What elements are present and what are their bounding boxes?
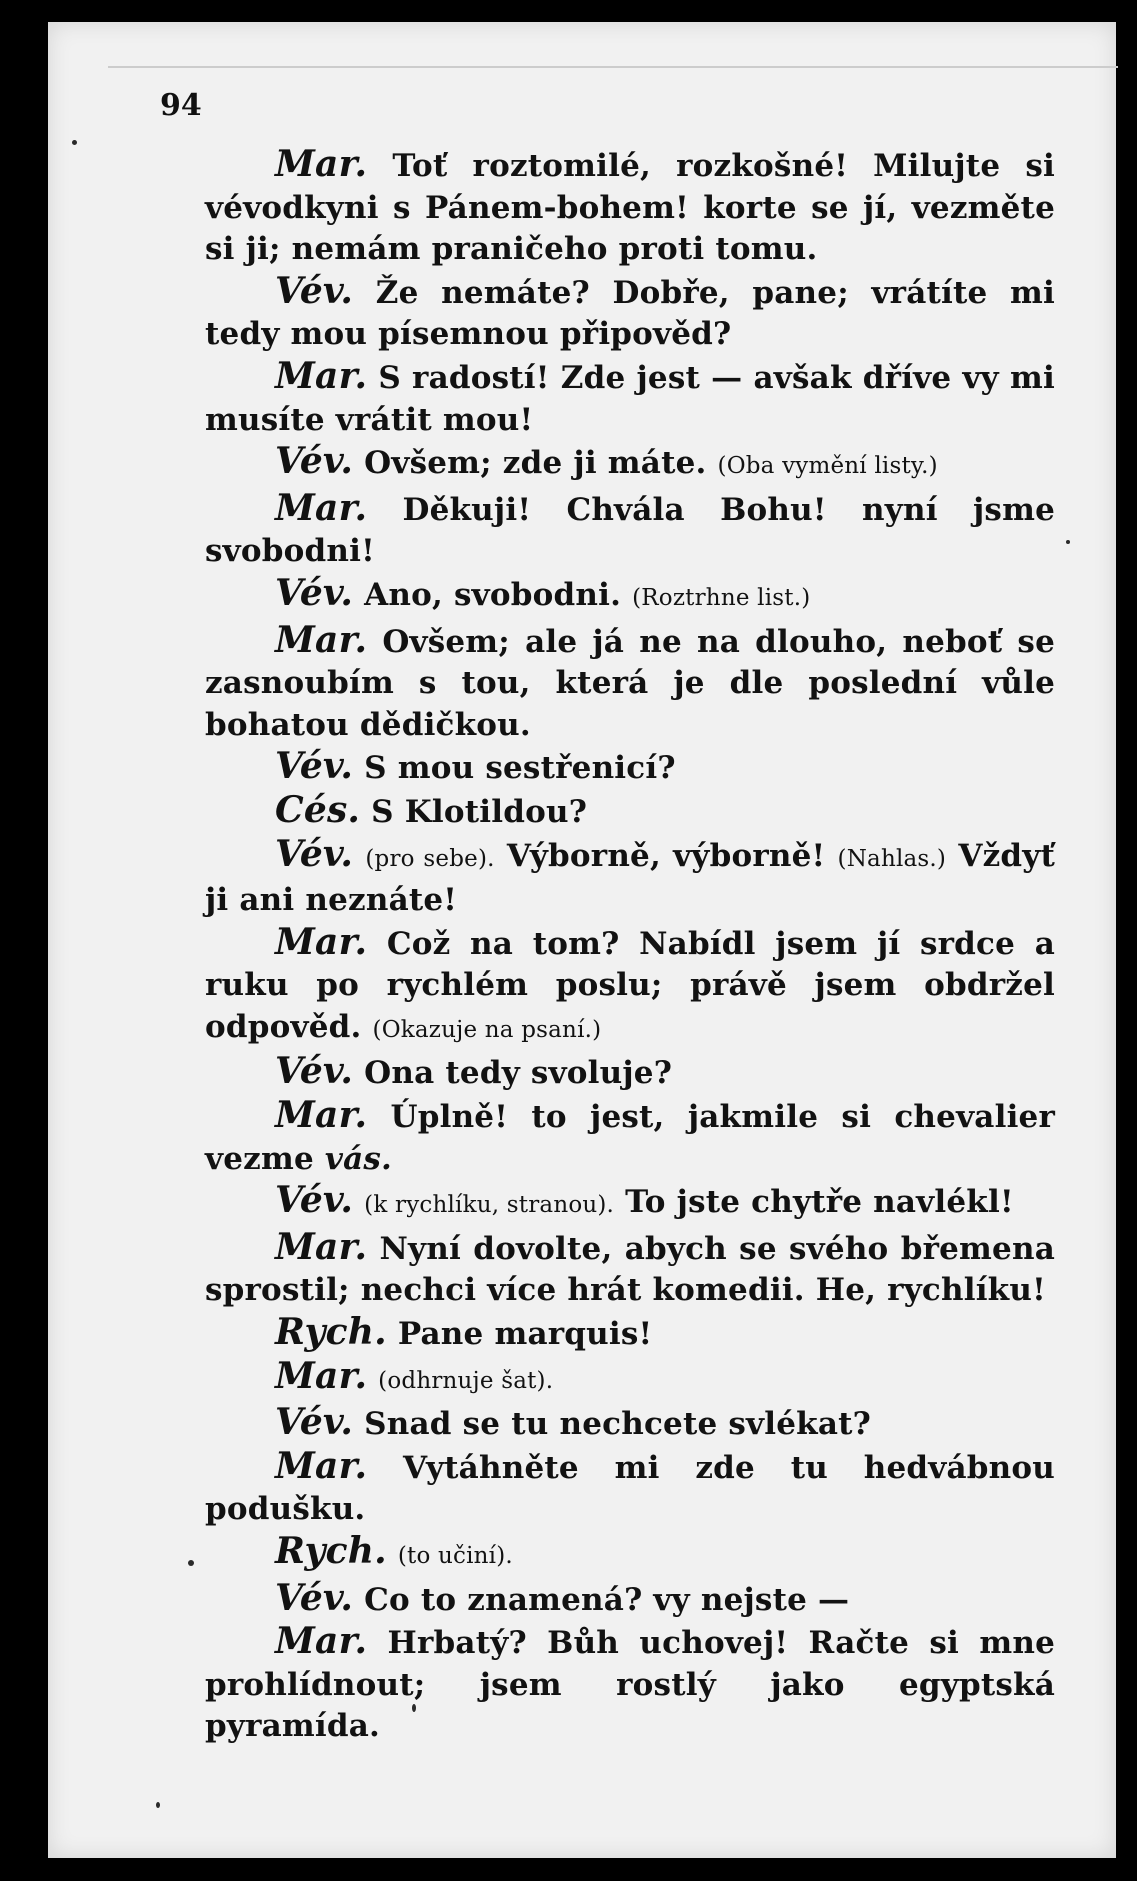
stage-direction: (odhrnuje šat). xyxy=(378,1367,554,1394)
speech: Ona tedy svoluje? xyxy=(364,1055,673,1092)
dialogue-line xyxy=(205,1312,1055,1356)
dialogue-line xyxy=(205,1578,1055,1622)
speaker-name: Mar. xyxy=(275,1444,368,1487)
speech: Snad se tu nechcete svlékat? xyxy=(364,1406,871,1443)
print-speck xyxy=(188,1560,194,1566)
dialogue-line xyxy=(205,1356,1055,1403)
dialogue-line xyxy=(205,1095,1055,1180)
speech: Děkuji! Chvála Bohu! nyní jsme svobodni! xyxy=(205,491,1055,570)
speech: S Klotildou? xyxy=(371,793,588,830)
stage-direction: (Nahlas.) xyxy=(837,845,947,872)
speech: Což na tom? Nabídl jsem jí srdce a ruku po rychlém poslu; právě jsem obdržel odpověd. xyxy=(205,925,1055,1045)
speech: Vytáhněte mi zde tu hedvábnou podušku. xyxy=(205,1449,1055,1528)
dialogue-line xyxy=(205,746,1055,790)
dialogue-line xyxy=(205,1621,1055,1748)
speaker-name: Mar. xyxy=(275,920,368,963)
dialogue-line xyxy=(205,834,1055,922)
print-speck xyxy=(156,1802,160,1808)
speech: Ovšem; ale já ne na dlouho, neboť se zasnoubím s tou, která je dle poslední vůle bohatou dědičkou. xyxy=(205,623,1056,743)
speech: Vždyť ji ani neznáte! xyxy=(205,837,1055,919)
speaker-name: Rych. xyxy=(275,1311,387,1354)
speaker-name: Vév. xyxy=(275,1401,354,1444)
dialogue-line xyxy=(205,1051,1055,1095)
speaker-name: Vév. xyxy=(275,1179,354,1222)
speech: S radostí! Zde jest — avšak dříve vy mi musíte vrátit mou! xyxy=(205,359,1055,438)
speaker-name: Vév. xyxy=(275,1050,354,1093)
speaker-name: Cés. xyxy=(275,788,361,831)
dialogue-line xyxy=(205,620,1055,747)
dialogue-line xyxy=(205,1531,1055,1578)
page-edge-line xyxy=(108,66,1118,68)
speaker-name: Mar. xyxy=(275,486,368,529)
stage-direction: (k rychlíku, stranou). xyxy=(364,1192,615,1219)
speech: Toť roztomilé, rozkošné! Milujte si vévodkyni s Pánem-bohem! korte se jí, vezměte si ji; nemám praničeho proti tomu. xyxy=(205,148,1055,268)
speech: Nyní dovolte, abych se svého břemena sprostil; nechci více hrát komedii. He, rychlíku! xyxy=(205,1230,1055,1309)
dialogue-line xyxy=(205,356,1055,441)
speech: Hrbatý? Bůh uchovej! Račte si mne prohlídnout; jsem rostlý jako egyptská pyramída. xyxy=(205,1625,1055,1745)
speaker-name: Vév. xyxy=(275,1576,354,1619)
stage-direction: (Roztrhne list.) xyxy=(632,584,811,611)
stage-direction: (to učiní). xyxy=(397,1543,513,1569)
play-text xyxy=(205,144,1055,1748)
speaker-name: Mar. xyxy=(275,1354,368,1397)
dialogue-line xyxy=(205,573,1055,620)
speaker-name: Mar. xyxy=(275,1225,368,1268)
speaker-name: Vév. xyxy=(275,440,354,483)
speaker-name: Vév. xyxy=(275,832,354,875)
dialogue-line xyxy=(205,271,1055,356)
dialogue-line xyxy=(205,1446,1055,1531)
print-speck xyxy=(72,140,77,145)
dialogue-line xyxy=(205,922,1055,1052)
speech: S mou sestřenicí? xyxy=(364,750,676,787)
dialogue-line xyxy=(205,144,1055,271)
speaker-name: Mar. xyxy=(275,1094,368,1137)
print-speck xyxy=(412,1704,416,1712)
speaker-name: Mar. xyxy=(275,354,368,397)
speech: Co to znamená? vy nejste — xyxy=(364,1581,850,1618)
dialogue-line xyxy=(205,1402,1055,1446)
speaker-name: Mar. xyxy=(275,143,368,185)
page-number: 94 xyxy=(160,88,202,123)
speaker-name: Mar. xyxy=(275,618,368,661)
speaker-name: Mar. xyxy=(275,1620,368,1663)
speech: Ovšem; zde ji máte. xyxy=(364,445,707,482)
speech: Že nemáte? Dobře, pane; vrátíte mi tedy mou písemnou připověd? xyxy=(205,274,1055,353)
dialogue-line xyxy=(205,790,1055,834)
speech: Úplně! to jest, jakmile si chevalier vezme xyxy=(205,1099,1055,1177)
dialogue-line xyxy=(205,488,1055,573)
dialogue-line xyxy=(205,1227,1055,1312)
print-speck xyxy=(1066,540,1070,544)
speaker-name: Vév. xyxy=(275,269,354,312)
stage-direction: (pro sebe). xyxy=(365,845,495,872)
speech-emphasis: vás. xyxy=(324,1140,393,1177)
stage-direction: (Okazuje na psaní.) xyxy=(372,1016,602,1043)
speech: To jste chytře navlékl! xyxy=(625,1184,1014,1221)
speaker-name: Vév. xyxy=(275,571,354,614)
speech: Ano, svobodni. xyxy=(364,576,622,613)
speech: Výborně, výborně! xyxy=(506,837,826,874)
dialogue-line xyxy=(205,441,1055,488)
dialogue-line xyxy=(205,1180,1055,1227)
speaker-name: Vév. xyxy=(275,745,354,788)
speech: Pane marquis! xyxy=(397,1316,653,1353)
speaker-name: Rych. xyxy=(275,1530,387,1572)
stage-direction: (Oba vymění listy.) xyxy=(717,453,938,480)
